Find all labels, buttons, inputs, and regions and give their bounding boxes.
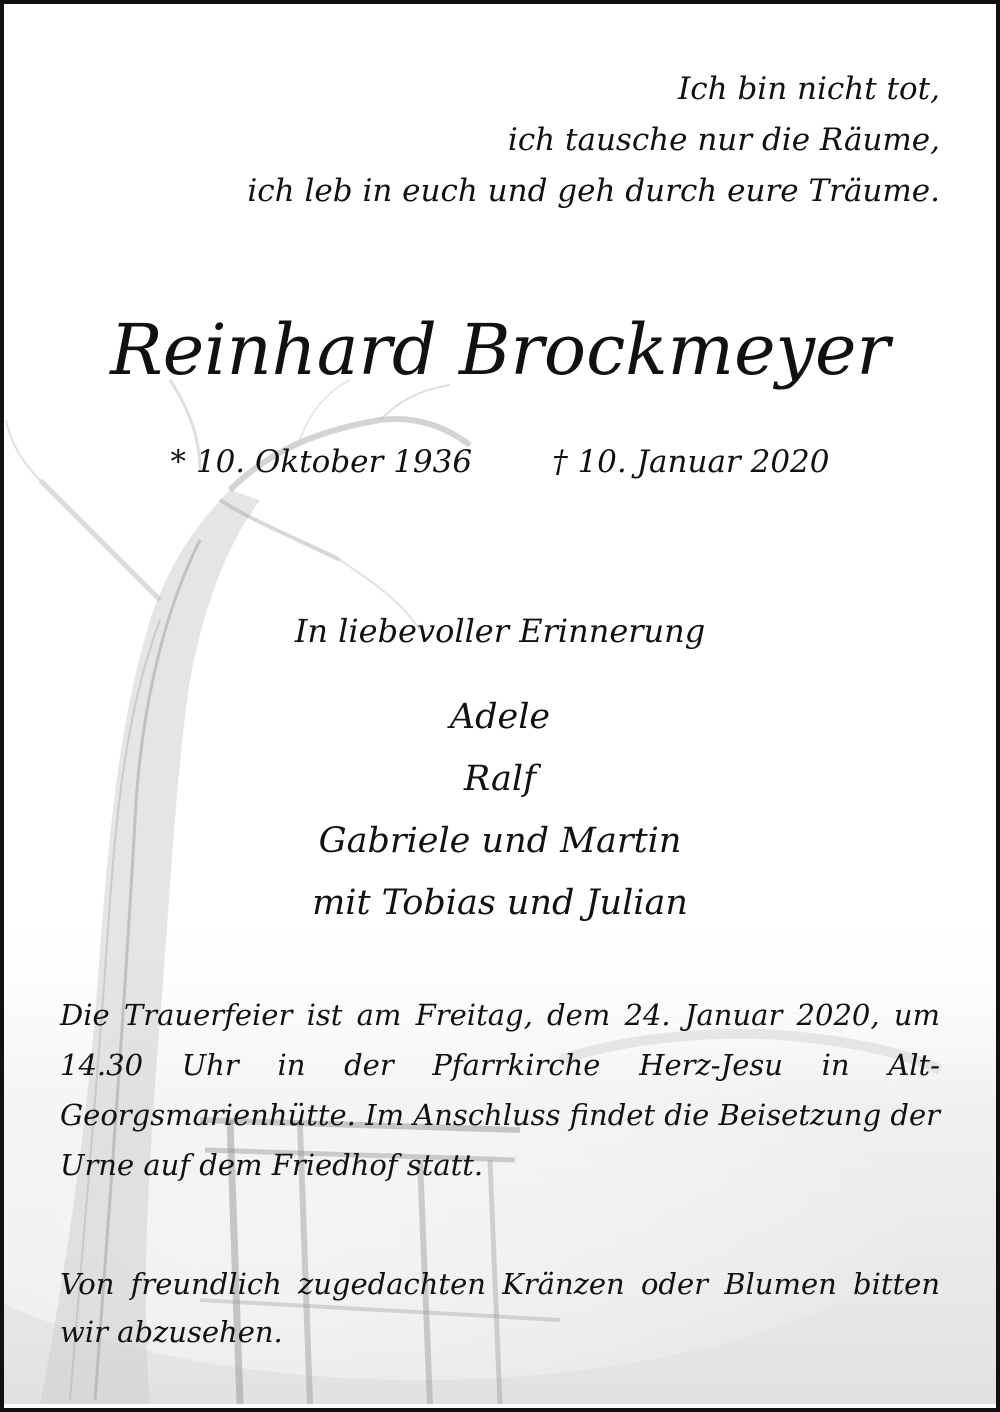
mourner-name: mit Tobias und Julian	[312, 883, 688, 923]
poem-line: Ich bin nicht tot,	[678, 71, 940, 107]
memory-line: In liebevoller Erinnerung	[294, 612, 706, 650]
poem-line: ich tausche nur die Räume,	[507, 122, 940, 158]
death-date: † 10. Januar 2020	[552, 444, 830, 480]
mourners-list	[0, 686, 1000, 934]
poem	[247, 64, 940, 217]
ceremony-text: Die Trauerfeier ist am Freitag, dem 24. Januar 2020, um 14.30 Uhr in der Pfarrkirche Herz-Jesu in Alt-Georgsmarienhütte. Im Anschluss findet die Beisetzung der Urne auf dem Friedhof statt.	[60, 998, 940, 1182]
birth-date: * 10. Oktober 1936	[170, 444, 473, 480]
deceased-name: Reinhard Brockmeyer	[110, 309, 890, 391]
mourner-name: Adele	[449, 697, 551, 737]
mourner-name: Ralf	[463, 759, 537, 799]
mourner-name: Gabriele und Martin	[318, 821, 682, 861]
poem-line: ich leb in euch und geh durch eure Träume.	[247, 173, 940, 209]
flowers-note: Von freundlich zugedachten Kränzen oder Blumen bitten wir abzusehen.	[60, 1267, 940, 1349]
life-dates	[0, 440, 1000, 484]
